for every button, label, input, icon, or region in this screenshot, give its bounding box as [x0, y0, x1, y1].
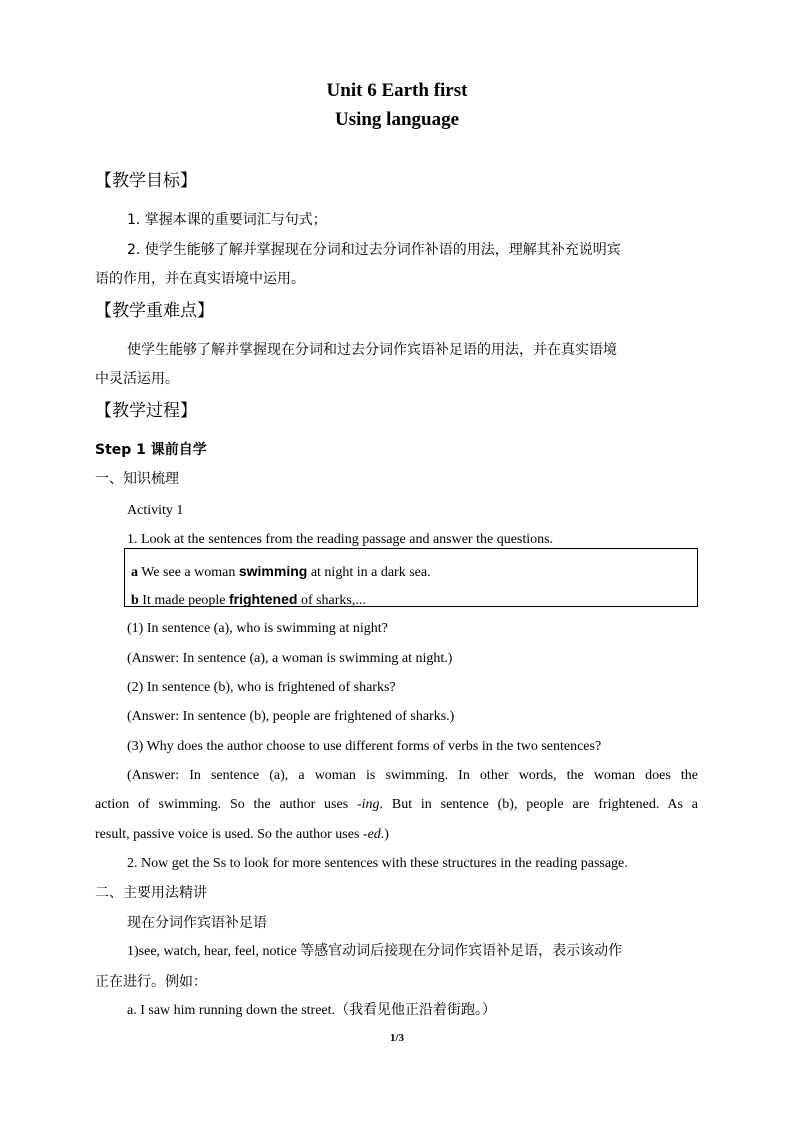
question-2: (2) In sentence (b), who is frightened of sharks?	[127, 680, 396, 695]
goal-item-2-line1: 2. 使学生能够了解并掌握现在分词和过去分词作补语的用法，理解其补充说明宾	[127, 242, 621, 258]
answer-3-line2-post: . But in sentence (b), people are frightened. As a	[379, 797, 698, 812]
sentence-b-pre: It made people	[138, 593, 229, 608]
answer-3-ing-suffix: -ing	[356, 797, 380, 812]
question-1: (1) In sentence (a), who is swimming at night?	[127, 621, 388, 636]
answer-3-ed-suffix: -ed	[362, 827, 381, 842]
step-1-heading: Step 1 课前自学	[95, 442, 207, 458]
question-3: (3) Why does the author choose to use different forms of verbs in the two sentences?	[127, 739, 602, 754]
sentence-b-label: b	[131, 593, 139, 608]
sentence-a-pre: We see a woman	[138, 565, 239, 580]
answer-2: (Answer: In sentence (b), people are frightened of sharks.)	[127, 709, 455, 724]
part-1-heading: 一、知识梳理	[95, 471, 179, 487]
example-sentence-b	[131, 590, 366, 610]
answer-3-line1: (Answer: In sentence (a), a woman is swimming. In other words, the woman does the	[127, 768, 698, 783]
usage-title: 现在分词作宾语补足语	[127, 915, 267, 931]
page-number: 1/3	[389, 1032, 405, 1044]
key-points-line1: 使学生能够了解并掌握现在分词和过去分词作宾语补足语的用法，并在真实语境	[127, 342, 617, 358]
sentence-b-bold-word: frightened	[228, 591, 298, 607]
answer-3-line2	[95, 796, 698, 814]
sentence-b-post: of sharks,...	[297, 593, 366, 608]
section-heading-key-points: 【教学重难点】	[95, 301, 214, 321]
answer-1: (Answer: In sentence (a), a woman is swimming at night.)	[127, 651, 453, 666]
question-2-instruction: 2. Now get the Ss to look for more sentences with these structures in the reading passage.	[127, 856, 628, 871]
sentence-a-post: at night in a dark sea.	[307, 565, 431, 580]
goal-item-1: 1. 掌握本课的重要词汇与句式；	[127, 212, 327, 228]
answer-3-line3-pre: result, passive voice is used. So the author uses	[95, 827, 363, 842]
sentence-a-label: a	[131, 565, 138, 580]
key-points-line2: 中灵活运用。	[95, 371, 179, 387]
usage-1-line1: 1)see, watch, hear, feel, notice 等感官动词后接现在分词作宾语补足语，表示该动作	[127, 944, 623, 959]
goal-item-2-line2: 语的作用，并在真实语境中运用。	[95, 271, 305, 287]
answer-3-line3	[95, 826, 389, 844]
activity-label: Activity 1	[127, 503, 184, 518]
sentence-a-bold-word: swimming	[238, 563, 308, 579]
section-heading-goals: 【教学目标】	[95, 171, 197, 191]
part-2-heading: 二、主要用法精讲	[95, 885, 207, 901]
example-a: a. I saw him running down the street.（我看见他正沿着街跑。）	[127, 1003, 497, 1018]
answer-3-line3-post: .)	[380, 827, 389, 842]
section-heading-process: 【教学过程】	[95, 401, 197, 421]
example-sentence-a	[131, 562, 431, 582]
usage-1-line2: 正在进行。例如：	[95, 974, 207, 990]
answer-3-line2-pre: action of swimming. So the author uses	[95, 797, 357, 812]
page-title: Unit 6 Earth first	[326, 80, 468, 101]
page-subtitle: Using language	[334, 109, 460, 130]
question-intro: 1. Look at the sentences from the reading passage and answer the questions.	[127, 532, 554, 547]
